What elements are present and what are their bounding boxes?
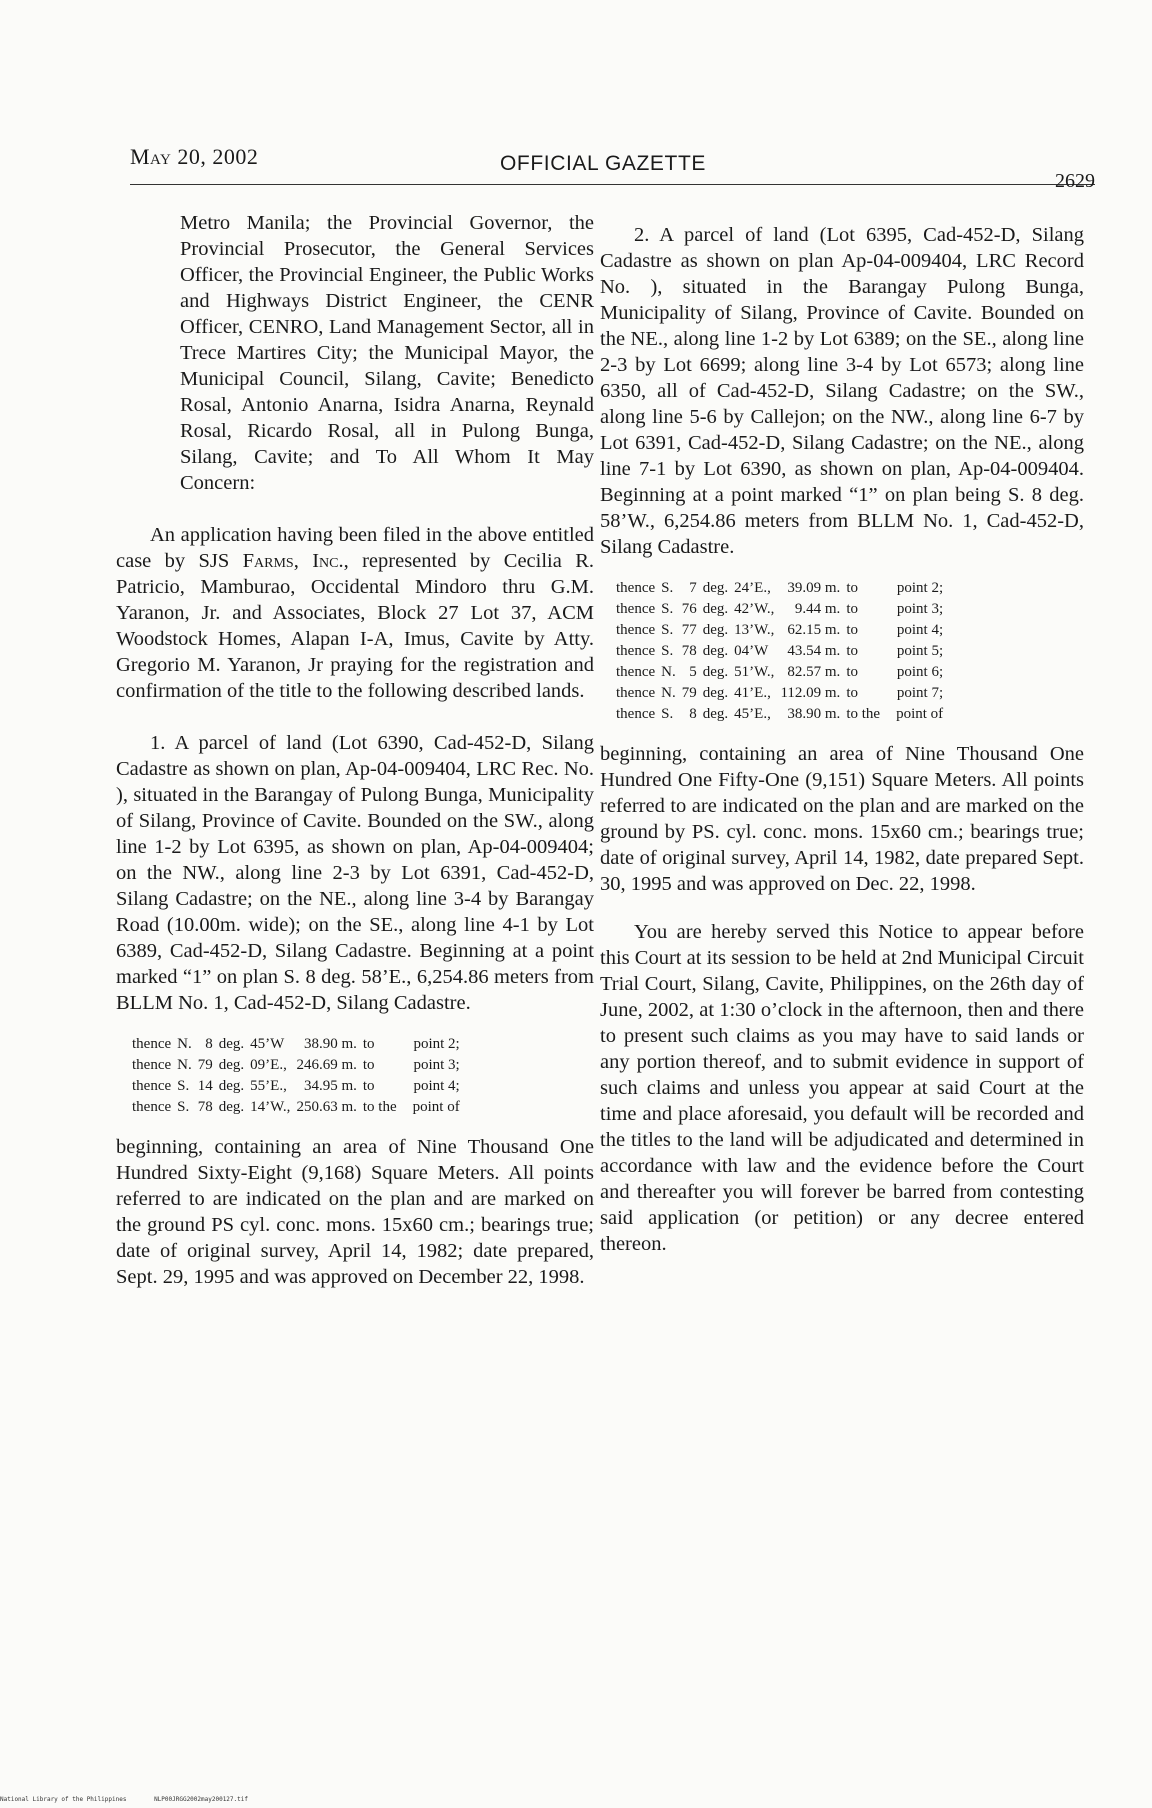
bearing-dir: S.	[661, 601, 674, 617]
bearing-unit: deg.	[702, 685, 729, 701]
bearing-unit: deg.	[218, 1099, 245, 1115]
bearing-w: thence	[616, 601, 656, 617]
bearing-pt: point 7;	[896, 685, 944, 701]
bearing-to: to	[846, 580, 858, 596]
bearing-deg: 78	[681, 643, 697, 659]
bearing-w: thence	[616, 685, 656, 701]
bearing-min: 51’W.,	[734, 664, 775, 680]
application-text-start: An application having been filed in the above entitled case by	[116, 524, 594, 572]
bearing-pt: point 2;	[413, 1036, 460, 1052]
bearing-to: to	[846, 601, 858, 617]
page-header	[130, 140, 1095, 192]
bearing-dist: 9.44 m.	[794, 601, 841, 617]
bearing-min: 41’E.,	[734, 685, 771, 701]
left-column	[116, 210, 594, 1290]
bearing-dist: 62.15 m.	[787, 622, 841, 638]
bearing-min: 45’W	[250, 1036, 285, 1052]
bearing-deg: 79	[197, 1057, 213, 1073]
publication-title: OFFICIAL GAZETTE	[500, 152, 707, 175]
bearing-dir: N.	[177, 1057, 192, 1073]
bearing-row	[616, 620, 949, 641]
bearing-to: to	[846, 685, 858, 701]
bearing-deg: 8	[689, 706, 697, 722]
bearing-dist: 43.54 m.	[787, 643, 841, 659]
bearing-dist: 82.57 m.	[787, 664, 841, 680]
bearing-dist: 38.90 m.	[303, 1036, 357, 1052]
bearing-dir: S.	[177, 1078, 190, 1094]
parcel-2-closing: beginning, containing an area of Nine Thousand One Hundred One Fifty-One (9,151) Square Meters. All points referred to are indicated on the plan and are marked on the ground by PS. cyl. conc. mons. 15x60 cm.; bearings true; date of original survey, April 14, 1982, date prepared Sept. 30, 1995 and was approved on Dec. 22, 1998.	[600, 743, 1084, 895]
bearing-pt: point 4;	[413, 1078, 460, 1094]
bearing-w: thence	[132, 1036, 172, 1052]
bearing-unit: deg.	[218, 1078, 245, 1094]
bearing-pt: point 6;	[896, 664, 944, 680]
bearing-to: to the	[846, 706, 881, 722]
parcel-1-description: 1. A parcel of land (Lot 6390, Cad-452-D, Silang Cadastre as shown on plan, Ap-04-009404, LRC Rec. No. ), situated in the Barangay of Pulong Bunga, Municipality of Silang, Province of Cavite. Bounded on the SW., along line 1-2 by Lot 6395, as shown on plan, Ap-04-009404; on the NW., along line 2-3 by Lot 6391, Cad-452-D, Silang Cadastre; on the NE., along line 3-4 by Barangay Road (10.00m. wide); on the SE., along line 4-1 by Lot 6389, Cad-452-D, Silang Cadastre. Beginning at a point marked “1” on plan S. 8 deg. 58’E., 6,254.86 meters from BLLM No. 1, Cad-452-D, Silang Cadastre.	[116, 732, 594, 1014]
bearing-w: thence	[616, 580, 656, 596]
bearing-deg: 8	[205, 1036, 213, 1052]
bearing-row	[616, 683, 949, 704]
bearing-dir: N.	[661, 664, 676, 680]
application-paragraph	[116, 522, 594, 704]
right-column	[600, 222, 1084, 1257]
bearing-unit: deg.	[218, 1036, 245, 1052]
scan-footer	[0, 1796, 272, 1803]
parcel-1-closing: beginning, containing an area of Nine Thousand One Hundred Sixty-Eight (9,168) Square Meters. All points referred to are indicated on the plan and are marked on the ground PS cyl. conc. mons. 15x60 cm.; bearings true; date of original survey, April 14, 1982; date prepared, Sept. 29, 1995 and was approved on December 22, 1998.	[116, 1136, 594, 1288]
bearing-unit: deg.	[702, 664, 729, 680]
bearing-pt: point 5;	[896, 643, 944, 659]
bearing-row	[132, 1076, 466, 1097]
bearing-deg: 7	[689, 580, 697, 596]
bearing-pt: point 3;	[896, 601, 944, 617]
bearing-min: 13’W.,	[734, 622, 775, 638]
bearing-dir: S.	[661, 706, 674, 722]
bearing-deg: 77	[681, 622, 697, 638]
bearing-deg: 79	[681, 685, 697, 701]
bearing-dist: 39.09 m.	[787, 580, 841, 596]
bearing-deg: 76	[681, 601, 697, 617]
bearing-row	[616, 662, 949, 683]
bearing-unit: deg.	[702, 580, 729, 596]
parcel-2-bearings-table	[616, 578, 949, 725]
bearing-unit: deg.	[702, 601, 729, 617]
bearing-dist: 250.63 m.	[296, 1099, 357, 1115]
notice-paragraph: You are hereby served this Notice to appear before this Court at its session to be held at 2nd Municipal Circuit Trial Court, Silang, Cavite, Philippines, on the 26th day of June, 2002, at 1:30 o’clock in the afternoon, then and there to present such claims as you may have to said lands or any portion thereof, and to submit evidence in support of such claims and unless you appear at said Court at the time and place aforesaid, you default will be recorded and the titles to the land will be adjudicated and determined in accordance with law and the evidence before the Court and thereafter you will forever be barred from contesting said application (or petition) or any decree entered thereon.	[600, 921, 1084, 1255]
bearing-unit: deg.	[702, 706, 729, 722]
bearing-pt: point 2;	[896, 580, 944, 596]
bearing-deg: 14	[197, 1078, 213, 1094]
addressees-paragraph: Metro Manila; the Provincial Governor, the Provincial Prosecutor, the General Services Officer, the Provincial Engineer, the Public Works and Highways District Engineer, the CENR Officer, CENRO, Land Management Sector, all in Trece Martires City; the Municipal Mayor, the Municipal Council, Silang, Cavite; Benedicto Rosal, Antonio Anarna, Isidra Anarna, Reynald Rosal, Ricardo Rosal, all in Pulong Bunga, Silang, Cavite; and To All Whom It May Concern:	[180, 212, 594, 494]
bearing-dist: 112.09 m.	[780, 685, 841, 701]
bearing-to: to	[846, 664, 858, 680]
bearing-unit: deg.	[702, 643, 729, 659]
bearing-w: thence	[132, 1078, 172, 1094]
bearing-min: 45’E.,	[734, 706, 771, 722]
bearing-dir: N.	[661, 685, 676, 701]
bearing-to: to	[846, 643, 858, 659]
bearing-row	[132, 1034, 466, 1055]
bearing-dir: S.	[661, 643, 674, 659]
bearing-to: to	[362, 1078, 375, 1094]
bearing-dist: 246.69 m.	[296, 1057, 357, 1073]
page-number: 2629	[1055, 170, 1095, 192]
bearing-w: thence	[132, 1057, 172, 1073]
bearing-to: to	[362, 1057, 375, 1073]
bearing-pt: point 3;	[413, 1057, 460, 1073]
bearing-to: to the	[362, 1099, 397, 1115]
bearing-min: 42’W.,	[734, 601, 775, 617]
footer-file: NLP00JRGG2002may200127.tif	[154, 1796, 248, 1803]
bearing-row	[616, 641, 949, 662]
applicant-name: SJS Farms, Inc.	[198, 550, 344, 572]
bearing-w: thence	[616, 706, 656, 722]
bearing-deg: 5	[689, 664, 697, 680]
issue-date: May 20, 2002	[130, 144, 259, 169]
bearing-pt: point 4;	[896, 622, 944, 638]
bearing-w: thence	[616, 643, 656, 659]
bearing-min: 04’W	[734, 643, 769, 659]
bearing-row	[132, 1097, 466, 1118]
parcel-1-bearings-table	[132, 1034, 466, 1118]
bearing-pt: point of	[412, 1099, 460, 1115]
bearing-dir: S.	[661, 622, 674, 638]
bearing-row	[616, 578, 949, 599]
parcel-2-description: 2. A parcel of land (Lot 6395, Cad-452-D, Silang Cadastre as shown on plan Ap-04-009404, LRC Record No. ), situated in the Barangay Pulong Bunga, Municipality of Silang, Province of Cavite. Bounded on the NE., along line 1-2 by Lot 6389; on the SE., along line 2-3 by Lot 6699; along line 3-4 by Lot 6573; along line 6350, all of Cad-452-D, Silang Cadastre; on the SW., along line 5-6 by Callejon; on the NW., along line 6-7 by Lot 6391, Cad-452-D, Silang Cadastre; on the NE., along line 7-1 by Lot 6390, as shown on plan, Ap-04-009404. Beginning at a point marked “1” on plan being S. 8 deg. 58’W., 6,254.86 meters from BLLM No. 1, Cad-452-D, Silang Cadastre.	[600, 224, 1084, 558]
bearing-row	[616, 599, 949, 620]
bearing-min: 14’W.,	[250, 1099, 291, 1115]
bearing-unit: deg.	[218, 1057, 245, 1073]
bearing-dir: S.	[177, 1099, 190, 1115]
bearing-w: thence	[132, 1099, 172, 1115]
bearing-dir: S.	[661, 580, 674, 596]
bearing-dir: N.	[177, 1036, 192, 1052]
footer-library: National Library of the Philippines	[0, 1796, 127, 1803]
bearing-dist: 34.95 m.	[303, 1078, 357, 1094]
bearing-pt: point of	[896, 706, 944, 722]
bearing-to: to	[362, 1036, 375, 1052]
application-text-end: , represented by Cecilia R. Patricio, Mamburao, Occidental Mindoro thru G.M. Yaranon, Jr. and Associates, Block 27 Lot 37, ACM Woodstock Homes, Alapan I-A, Imus, Cavite by Atty. Gregorio M. Yaranon, Jr praying for the registration and confirmation of the title to the following described lands.	[116, 550, 594, 702]
bearing-w: thence	[616, 664, 656, 680]
bearing-row	[132, 1055, 466, 1076]
bearing-to: to	[846, 622, 858, 638]
bearing-min: 24’E.,	[734, 580, 771, 596]
bearing-min: 09’E.,	[250, 1057, 287, 1073]
bearing-dist: 38.90 m.	[787, 706, 841, 722]
bearing-row	[616, 704, 949, 725]
bearing-unit: deg.	[702, 622, 729, 638]
bearing-w: thence	[616, 622, 656, 638]
bearing-min: 55’E.,	[250, 1078, 287, 1094]
bearing-deg: 78	[197, 1099, 213, 1115]
